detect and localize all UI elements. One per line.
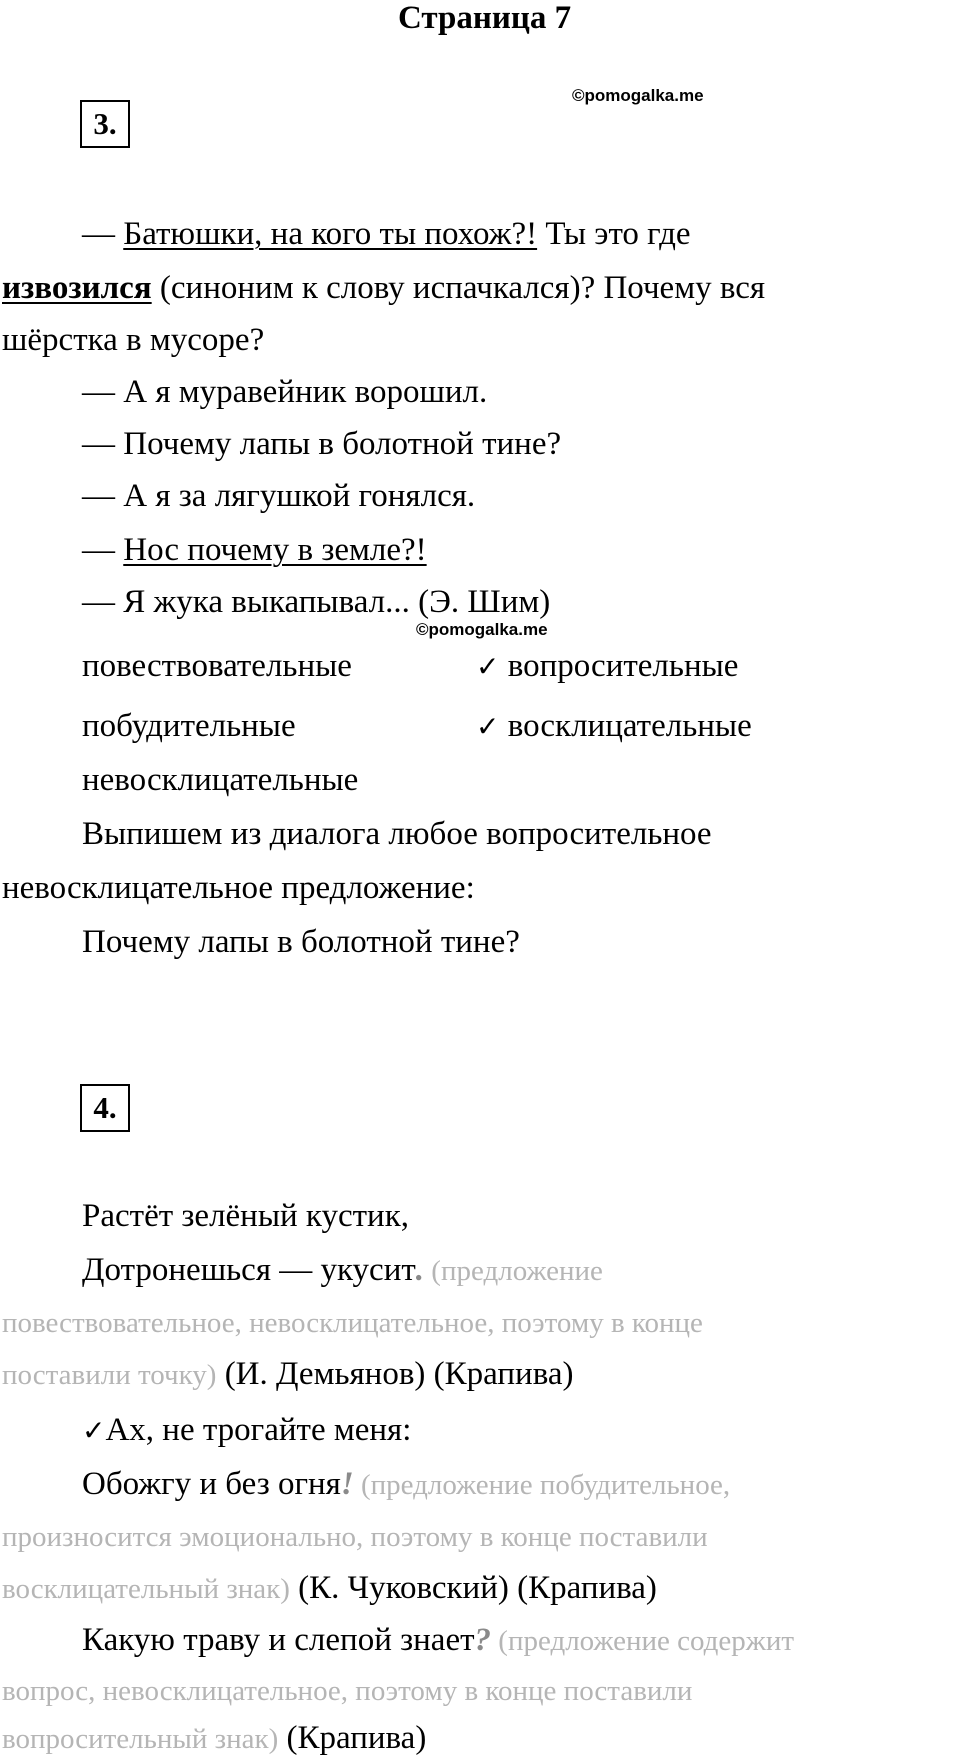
task-4-number: 4. — [80, 1084, 130, 1132]
dialog-line-8: — Я жука выкапывал... (Э. Шим) — [82, 584, 551, 620]
checkmark-icon: ✓ — [476, 650, 500, 683]
added-punctuation: ! — [340, 1466, 354, 1502]
added-punctuation: ? — [474, 1622, 492, 1658]
option-non-exclamatory: невосклицательные — [82, 762, 359, 798]
added-punctuation: . — [415, 1252, 425, 1288]
option-exclamatory: ✓ восклицательные — [476, 708, 752, 744]
poem-line-11: вопросительный знак) (Крапива) — [2, 1720, 427, 1756]
dialog-line-4: — А я муравейник ворошил. — [82, 374, 488, 410]
option-interrogative: ✓ вопросительные — [476, 648, 739, 684]
page-title: Страница 7 — [398, 0, 572, 36]
underlined-exclamation: Нос почему в земле?! — [123, 532, 427, 568]
explanation-note: (предложение побудительное, — [353, 1469, 731, 1501]
answer-line-2: невосклицательное предложение: — [2, 870, 475, 906]
note-line: повествовательное, невосклицательное, поэтому в конце — [2, 1307, 703, 1339]
answer-line-1: Выпишем из диалога любое вопросительное — [82, 816, 712, 852]
answer-line-3: Почему лапы в болотной тине? — [82, 924, 520, 960]
poem-line-9: Какую траву и слепой знает? (предложение содержит — [82, 1622, 795, 1658]
dialog-line-5: — Почему лапы в болотной тине? — [82, 426, 562, 462]
explanation-note: (предложение содержит — [491, 1625, 795, 1657]
explanation-note: (предложение — [424, 1255, 603, 1287]
checkmark-icon: ✓ — [82, 1414, 106, 1447]
poem-line-4: поставили точку) (И. Демьянов) (Крапива) — [2, 1356, 574, 1392]
dialog-line-7: — Нос почему в земле?! — [82, 532, 427, 568]
dialog-line-1: — Батюшки, на кого ты похож?! Ты это где — [82, 216, 691, 252]
option-imperative: побудительные — [82, 708, 296, 744]
watermark: ©pomogalka.me — [572, 86, 704, 105]
task-3-number: 3. — [80, 100, 130, 148]
checkmark-icon: ✓ — [476, 710, 500, 743]
highlighted-word: извозился — [2, 270, 152, 306]
underlined-exclamation: Батюшки, на кого ты похож?! — [123, 216, 538, 252]
poem-line-6: Обожгу и без огня! (предложение побудительное, — [82, 1466, 731, 1502]
option-narrative: повествовательные — [82, 648, 352, 684]
poem-line-2: Дотронешься — укусит. (предложение — [82, 1252, 603, 1288]
dialog-line-6: — А я за лягушкой гонялся. — [82, 478, 476, 514]
watermark: ©pomogalka.me — [416, 620, 548, 639]
dialog-line-2: извозился (синоним к слову испачкался)? Почему вся — [2, 270, 766, 306]
poem-line-8: восклицательный знак) (К. Чуковский) (Крапива) — [2, 1570, 657, 1606]
poem-line-1: Растёт зелёный кустик, — [82, 1198, 410, 1234]
dialog-line-3: шёрстка в мусоре? — [2, 322, 265, 358]
poem-line-5: ✓Ах, не трогайте меня: — [82, 1412, 412, 1448]
note-line: вопрос, невосклицательное, поэтому в конце поставили — [2, 1675, 693, 1707]
note-line: произносится эмоционально, поэтому в конце поставили — [2, 1521, 708, 1553]
